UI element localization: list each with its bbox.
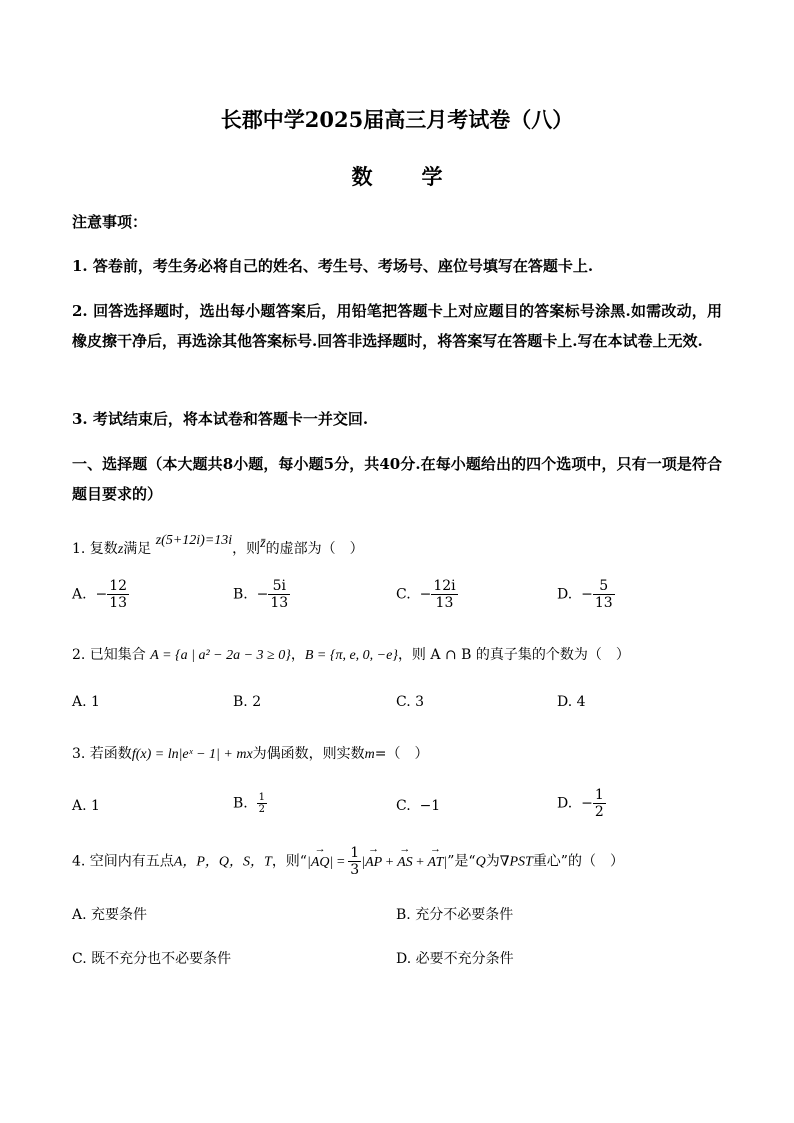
fraction-den: 13 bbox=[594, 595, 613, 611]
q3-option-b bbox=[233, 792, 267, 815]
fraction-num: 5i bbox=[268, 578, 290, 595]
fraction-den: 13 bbox=[109, 595, 128, 611]
q1-var: z bbox=[117, 542, 124, 557]
q3-var: m bbox=[364, 747, 375, 762]
vector-aq: → AQ bbox=[311, 855, 330, 871]
option-sign: − bbox=[581, 586, 593, 603]
note-item-3: 3. 考试结束后，将本试卷和答题卡一并交回. bbox=[72, 410, 369, 428]
fraction-num: 5 bbox=[593, 578, 615, 595]
q1-option-d bbox=[557, 578, 615, 611]
q1-prefix: 1. 复数 bbox=[72, 541, 118, 557]
question-3 bbox=[72, 743, 429, 763]
question-4: 4. 空间内有五点A，P，Q，S，T，则“|→ AQ| = $\frac{1}{3}$ |→ AP + → AS + → AT|”是“Q为∇PST重心”的（ ） bbox=[72, 845, 624, 878]
q3-suffix: =（ ） bbox=[374, 746, 429, 762]
q4-option-a: A. 充要条件 bbox=[72, 907, 148, 923]
note-item-2: 2. 回答选择题时，选出每小题答案后，用铅笔把答题卡上对应题目的答案标号涂黑.如需改动，用橡皮擦干净后，再选涂其他答案标号.回答非选择题时，将答案写在答题卡上.写在本试卷上无效. bbox=[72, 302, 722, 350]
option-label: D. bbox=[557, 586, 573, 603]
fraction bbox=[268, 578, 290, 611]
q2-option-d: D. 4 bbox=[557, 694, 586, 710]
q1-option-b bbox=[233, 578, 290, 611]
option-sign: − bbox=[95, 586, 108, 603]
q2-prefix: 2. 已知集合 bbox=[72, 647, 146, 663]
q2-option-a: A. 1 bbox=[72, 694, 100, 710]
q3-option-c bbox=[396, 798, 440, 814]
q1-option-a bbox=[72, 578, 129, 611]
note-item-1: 1. 答卷前，考生务必将自己的姓名、考生号、考场号、座位号填写在答题卡上. bbox=[72, 257, 594, 275]
fraction-den: 3 bbox=[350, 862, 360, 878]
q2-set-b: B = {π, e, 0, −e} bbox=[304, 648, 398, 663]
option-text: −1 bbox=[419, 798, 441, 814]
q4-rhs: |→ AP + → AS + → AT| bbox=[361, 855, 447, 870]
option-text: 1 bbox=[91, 798, 100, 814]
fraction-num: 12 bbox=[109, 578, 128, 594]
subject-title: 数 学 bbox=[351, 164, 457, 189]
q1-equation: z(5+12i)=13i bbox=[155, 533, 233, 548]
q1-suffix-a: ，则 bbox=[232, 541, 261, 557]
q4-coefficient bbox=[348, 845, 361, 878]
exam-title: 长郡中学2025届高三月考试卷（八） bbox=[220, 107, 574, 132]
q3-function: f(x) = ln|eˣ − 1| + mx bbox=[131, 747, 253, 762]
option-sign: − bbox=[581, 795, 593, 812]
q4-lhs: |→ AQ| bbox=[307, 855, 333, 870]
fraction bbox=[593, 787, 606, 820]
option-sign: − bbox=[256, 586, 269, 603]
question-1 bbox=[72, 533, 364, 558]
q1-mid: 满足 bbox=[123, 541, 152, 557]
q4-points: A，P，Q，S，T bbox=[173, 854, 272, 870]
q4-mid2: ”是“ bbox=[447, 853, 476, 870]
vector-as: → AS bbox=[397, 855, 413, 871]
q2-option-c: C. 3 bbox=[396, 694, 425, 710]
q4-suffix: 重心”的（ ） bbox=[532, 853, 624, 870]
option-label: A. bbox=[72, 798, 87, 814]
option-label: D. bbox=[557, 795, 573, 812]
fraction bbox=[431, 578, 457, 611]
fraction-num: 1 bbox=[350, 845, 360, 861]
q4-cond-mid: 为 bbox=[485, 853, 500, 870]
fraction-den: 2 bbox=[258, 804, 266, 815]
fraction-num: 1 bbox=[594, 787, 604, 803]
q2-set-a: A = {a | a² − 2a − 3 ≥ 0} bbox=[150, 648, 291, 663]
option-sign: − bbox=[419, 586, 432, 603]
q2-option-b: B. 2 bbox=[233, 694, 262, 710]
option-label: C. bbox=[396, 798, 411, 814]
fraction-num: 12i bbox=[433, 578, 456, 594]
vector-at: → AT bbox=[428, 855, 444, 871]
q1-option-c bbox=[396, 578, 458, 611]
option-label: B. bbox=[233, 795, 248, 812]
vector-ap: → AP bbox=[365, 855, 382, 871]
fraction bbox=[593, 578, 615, 611]
option-label: B. bbox=[233, 586, 248, 603]
q2-suffix: ，则 A ∩ B 的真子集的个数为（ ） bbox=[397, 647, 630, 663]
section-heading: 一、选择题（本大题共8小题，每小题5分，共40分.在每小题给出的四个选项中，只有一项是符合题目要求的） bbox=[72, 455, 722, 503]
fraction bbox=[257, 792, 267, 815]
fraction-den: 2 bbox=[594, 804, 604, 820]
q4-cond: Q bbox=[475, 854, 486, 870]
q2-sep: ， bbox=[290, 647, 305, 663]
q4-mid: ，则“ bbox=[271, 853, 307, 870]
fraction-den: 13 bbox=[270, 595, 289, 611]
q3-option-d bbox=[557, 787, 606, 820]
q3-mid: 为偶函数，则实数 bbox=[252, 746, 365, 762]
q3-prefix: 3. 若函数 bbox=[72, 746, 132, 762]
fraction-num: 1 bbox=[258, 792, 266, 803]
q4-triangle: ∇PST bbox=[499, 854, 533, 870]
option-label: C. bbox=[396, 586, 411, 603]
q3-option-a bbox=[72, 798, 100, 814]
fraction-den: 13 bbox=[435, 595, 454, 611]
q4-option-d: D. 必要不充分条件 bbox=[396, 951, 514, 967]
notes-heading: 注意事项： bbox=[72, 213, 148, 231]
q4-prefix: 4. 空间内有五点 bbox=[72, 853, 174, 870]
q4-option-c: C. 既不充分也不必要条件 bbox=[72, 951, 232, 967]
q4-option-b: B. 充分不必要条件 bbox=[396, 907, 514, 923]
question-2 bbox=[72, 644, 630, 664]
option-label: A. bbox=[72, 586, 87, 603]
fraction bbox=[107, 578, 129, 611]
q1-conj: z̄ bbox=[260, 536, 266, 551]
q1-suffix-b: 的虚部为（ ） bbox=[265, 541, 364, 557]
